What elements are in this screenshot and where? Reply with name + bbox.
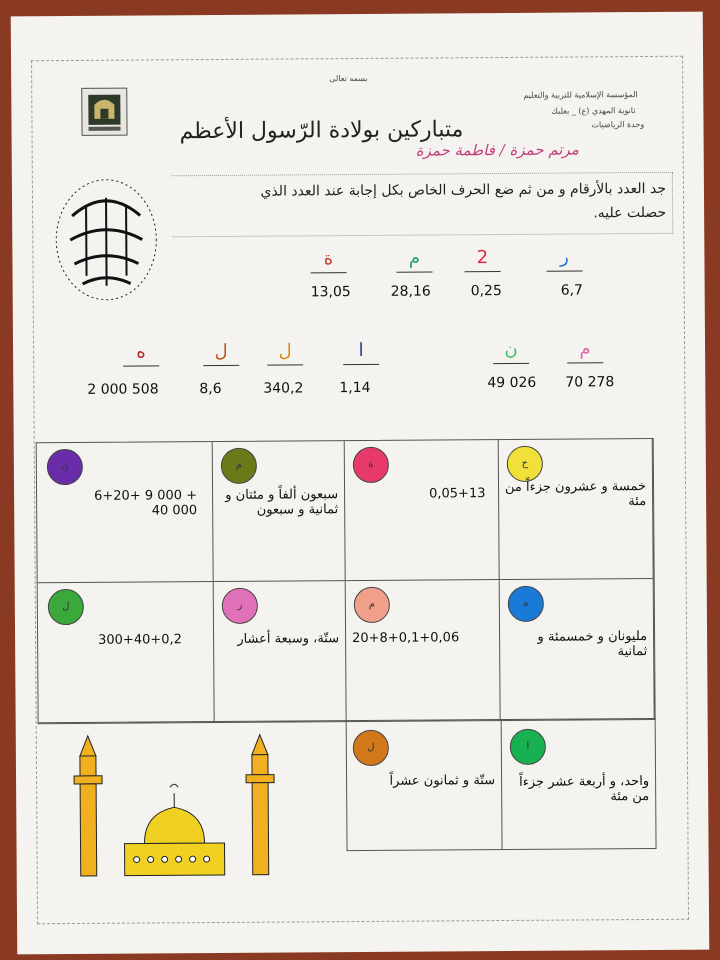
cell-text: ستّة، وسبعة أعشار: [237, 631, 340, 647]
org-line-3: وحدة الرياضيات: [591, 120, 645, 130]
circle-letter: ل: [367, 741, 375, 753]
org-line-1: المؤسسة الإسلامية للتربية والتعليم: [523, 90, 638, 100]
answer-blank[interactable]: [546, 246, 582, 271]
instruction-box: [172, 172, 673, 237]
org-line-2: ثانوية المهدي (ع) _ بعلبك: [551, 106, 636, 116]
answer-letter: ة: [323, 248, 334, 270]
basmala: بسمه تعالى: [329, 73, 368, 84]
circle-letter: ل: [62, 601, 70, 613]
color-circle[interactable]: [48, 589, 84, 625]
cell-text: 6+20+ 9 000 + 40 000: [94, 488, 198, 519]
answer-blank[interactable]: [464, 247, 500, 272]
logo-icon: [82, 89, 126, 135]
cell-text: مليونان و خمسمئة و ثمانية: [537, 628, 648, 660]
answer-number: 28,16: [390, 283, 431, 300]
grid-cell: [37, 442, 214, 583]
calligraphy-icon: [52, 175, 161, 304]
answer-letter: ل: [214, 340, 228, 363]
answer-letter: م: [579, 338, 591, 360]
circle-letter: ه: [523, 597, 529, 609]
grid-cell: [345, 440, 500, 581]
color-circle[interactable]: [47, 449, 83, 485]
school-logo: [81, 88, 127, 136]
circle-letter: ا: [526, 740, 530, 752]
cell-text: 300+40+0,2: [98, 632, 182, 648]
answer-number: 1,14: [339, 379, 371, 397]
color-circle[interactable]: [508, 586, 544, 622]
problem-grid: [36, 438, 656, 724]
student-name: مرتم حمزة / فاطمة حمزة: [415, 140, 579, 160]
answer-number: 8,6: [199, 380, 222, 398]
calligraphy-emblem: [52, 175, 161, 304]
worksheet-page: [11, 12, 710, 955]
answer-number: 49 026: [487, 374, 537, 392]
cell-text: سبعون ألفاً و مئتان و ثمانية و سبعون: [225, 487, 339, 518]
cell-text: 20+8+0,1+0,06: [352, 630, 460, 647]
grid-cell: [214, 581, 347, 722]
answer-number: 0,25: [470, 283, 502, 300]
color-circle[interactable]: [353, 447, 389, 483]
cell-text: خمسة و عشرون جزءاً من مئة: [504, 479, 647, 510]
answer-number: 340,2: [263, 380, 304, 397]
page-title: متباركين بولادة الرّسول الأعظم: [179, 117, 464, 145]
answer-letter: ه: [136, 341, 146, 363]
mosque-drawing: [60, 730, 291, 882]
grid-cell: [501, 718, 656, 849]
grid-cell: [346, 580, 501, 721]
circle-letter: ح: [521, 457, 529, 469]
answer-blank[interactable]: [267, 340, 303, 365]
answer-letter: ن: [504, 338, 518, 360]
mosque-icon: [60, 730, 291, 882]
answer-blank[interactable]: [203, 341, 239, 366]
cell-text: 0,05+13: [429, 486, 486, 502]
grid-cell: [347, 719, 502, 850]
answer-blank[interactable]: [343, 340, 379, 365]
answer-number: 13,05: [310, 284, 351, 301]
cell-text: واحد، و أربعة عشر جزءاً من مئة: [519, 773, 650, 805]
answer-blank[interactable]: [310, 248, 346, 273]
answer-number: 70 278: [565, 374, 615, 391]
answer-blank[interactable]: [396, 247, 432, 272]
answer-number: 2 000 508: [87, 381, 159, 398]
answer-letter: ل: [278, 340, 292, 362]
answer-letter: 2: [476, 247, 489, 269]
circle-letter: ن: [61, 461, 69, 473]
grid-cell: [38, 582, 215, 723]
circle-letter: ر: [237, 599, 243, 611]
circle-letter: م: [235, 459, 243, 471]
color-circle[interactable]: [354, 587, 390, 623]
circle-letter: ة: [368, 458, 374, 470]
answer-letter: ا: [358, 339, 364, 362]
answer-letter: ر: [559, 246, 569, 268]
grid-cell: [500, 579, 655, 720]
grid-cell: [499, 439, 654, 580]
answer-blank[interactable]: [567, 338, 603, 363]
answer-blank[interactable]: [493, 339, 529, 364]
grid-cell: [213, 441, 346, 582]
answer-letter: م: [408, 247, 421, 269]
cell-text: ستّة و ثمانون عشراً: [389, 773, 496, 789]
color-circle[interactable]: [353, 730, 389, 766]
instruction-line-1: جد العدد بالأرقام و من ثم ضع الحرف الخاص بكل إجابة عند العدد الذي: [260, 180, 667, 200]
color-circle[interactable]: [221, 448, 257, 484]
color-circle[interactable]: [222, 588, 258, 624]
circle-letter: م: [368, 598, 375, 610]
color-circle[interactable]: [507, 446, 543, 482]
answer-blank[interactable]: [123, 341, 159, 366]
instruction-line-2: حصلت عليه.: [593, 204, 667, 222]
answer-number: 6,7: [560, 282, 583, 299]
grid-row-3: [346, 718, 657, 851]
color-circle[interactable]: [510, 729, 546, 765]
